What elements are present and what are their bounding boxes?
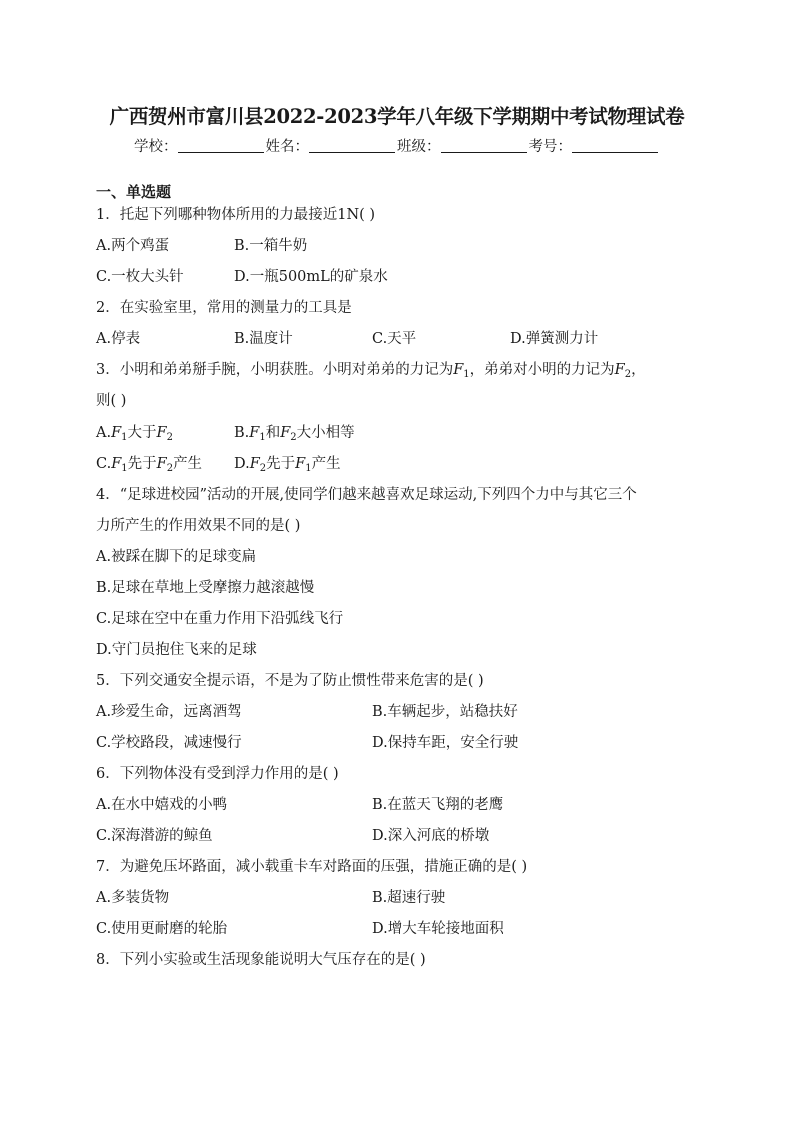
question-stem: 4．“足球进校园”活动的开展,使同学们越来越喜欢足球运动,下列四个力中与其它三个 (96, 487, 637, 503)
question-stem: 6．下列物体没有受到浮力作用的是( ) (96, 766, 339, 782)
section-heading: 一、单选题 (96, 183, 172, 201)
option-d: D.一瓶500mL的矿泉水 (234, 269, 388, 285)
option-a: A.两个鸡蛋 (96, 238, 170, 254)
option-b: B.车辆起步，站稳扶好 (372, 704, 518, 720)
option-b: B.一箱牛奶 (234, 238, 308, 254)
question-stem-continued: 力所产生的作用效果不同的是( ) (96, 518, 301, 534)
exam-title: 广西贺州市富川县2022-2023学年八年级下学期期中考试物理试卷 (109, 105, 685, 128)
option-d: D.弹簧测力计 (510, 331, 599, 347)
question-stem: 7．为避免压坏路面，减小载重卡车对路面的压强，措施正确的是( ) (96, 859, 528, 875)
option-b: B.在蓝天飞翔的老鹰 (372, 797, 504, 813)
option-b: $B.F_1$和$F_2$大小相等 (234, 425, 355, 443)
school-label: 学校： (134, 139, 178, 155)
option-a: A.珍爱生命，远离酒驾 (96, 704, 242, 720)
option-c: C.一枚大头针 (96, 269, 184, 285)
number-label: 考号： (528, 139, 572, 155)
option-b: B.温度计 (234, 331, 293, 347)
option-d: D.增大车轮接地面积 (372, 921, 504, 937)
option-a: A.在水中嬉戏的小鸭 (96, 797, 228, 813)
question-stem: 3．小明和弟弟掰手腕，小明获胜。小明对弟弟的力记为$F_1$，弟弟对小明的力记为$F_2$， (96, 362, 646, 380)
option-c: $C.F_1$先于$F_2$产生 (96, 456, 203, 474)
class-label: 班级： (397, 139, 441, 155)
question-stem: 2．在实验室里，常用的测量力的工具是 (96, 300, 352, 316)
question-stem-continued: 则( ) (96, 393, 127, 409)
option-d: D.深入河底的桥墩 (372, 828, 490, 844)
option-a: $A.F_1$大于$F_2$ (96, 425, 173, 443)
name-label: 姓名： (265, 139, 309, 155)
name-blank (309, 138, 395, 153)
option-c: C.足球在空中在重力作用下沿弧线飞行 (96, 611, 344, 627)
option-c: C.天平 (372, 331, 417, 347)
option-b: B.超速行驶 (372, 890, 446, 906)
option-d: $D.F_2$先于$F_1$产生 (234, 456, 341, 474)
option-a: A.停表 (96, 331, 141, 347)
option-a: A.被踩在脚下的足球变扁 (96, 549, 257, 565)
option-c: C.使用更耐磨的轮胎 (96, 921, 228, 937)
question-stem: 8．下列小实验或生活现象能说明大气压存在的是( ) (96, 952, 426, 968)
option-d: D.守门员抱住飞来的足球 (96, 642, 257, 658)
option-c: C.学校路段，减速慢行 (96, 735, 242, 751)
student-info-row (0, 135, 794, 156)
number-blank (572, 138, 658, 153)
question-stem: 5．下列交通安全提示语，不是为了防止惯性带来危害的是( ) (96, 673, 484, 689)
school-blank (178, 138, 264, 153)
option-c: C.深海潜游的鲸鱼 (96, 828, 213, 844)
class-blank (441, 138, 527, 153)
option-d: D.保持车距，安全行驶 (372, 735, 519, 751)
option-a: A.多装货物 (96, 890, 170, 906)
option-b: B.足球在草地上受摩擦力越滚越慢 (96, 580, 315, 596)
question-stem: 1．托起下列哪种物体所用的力最接近1N( ) (96, 207, 376, 223)
